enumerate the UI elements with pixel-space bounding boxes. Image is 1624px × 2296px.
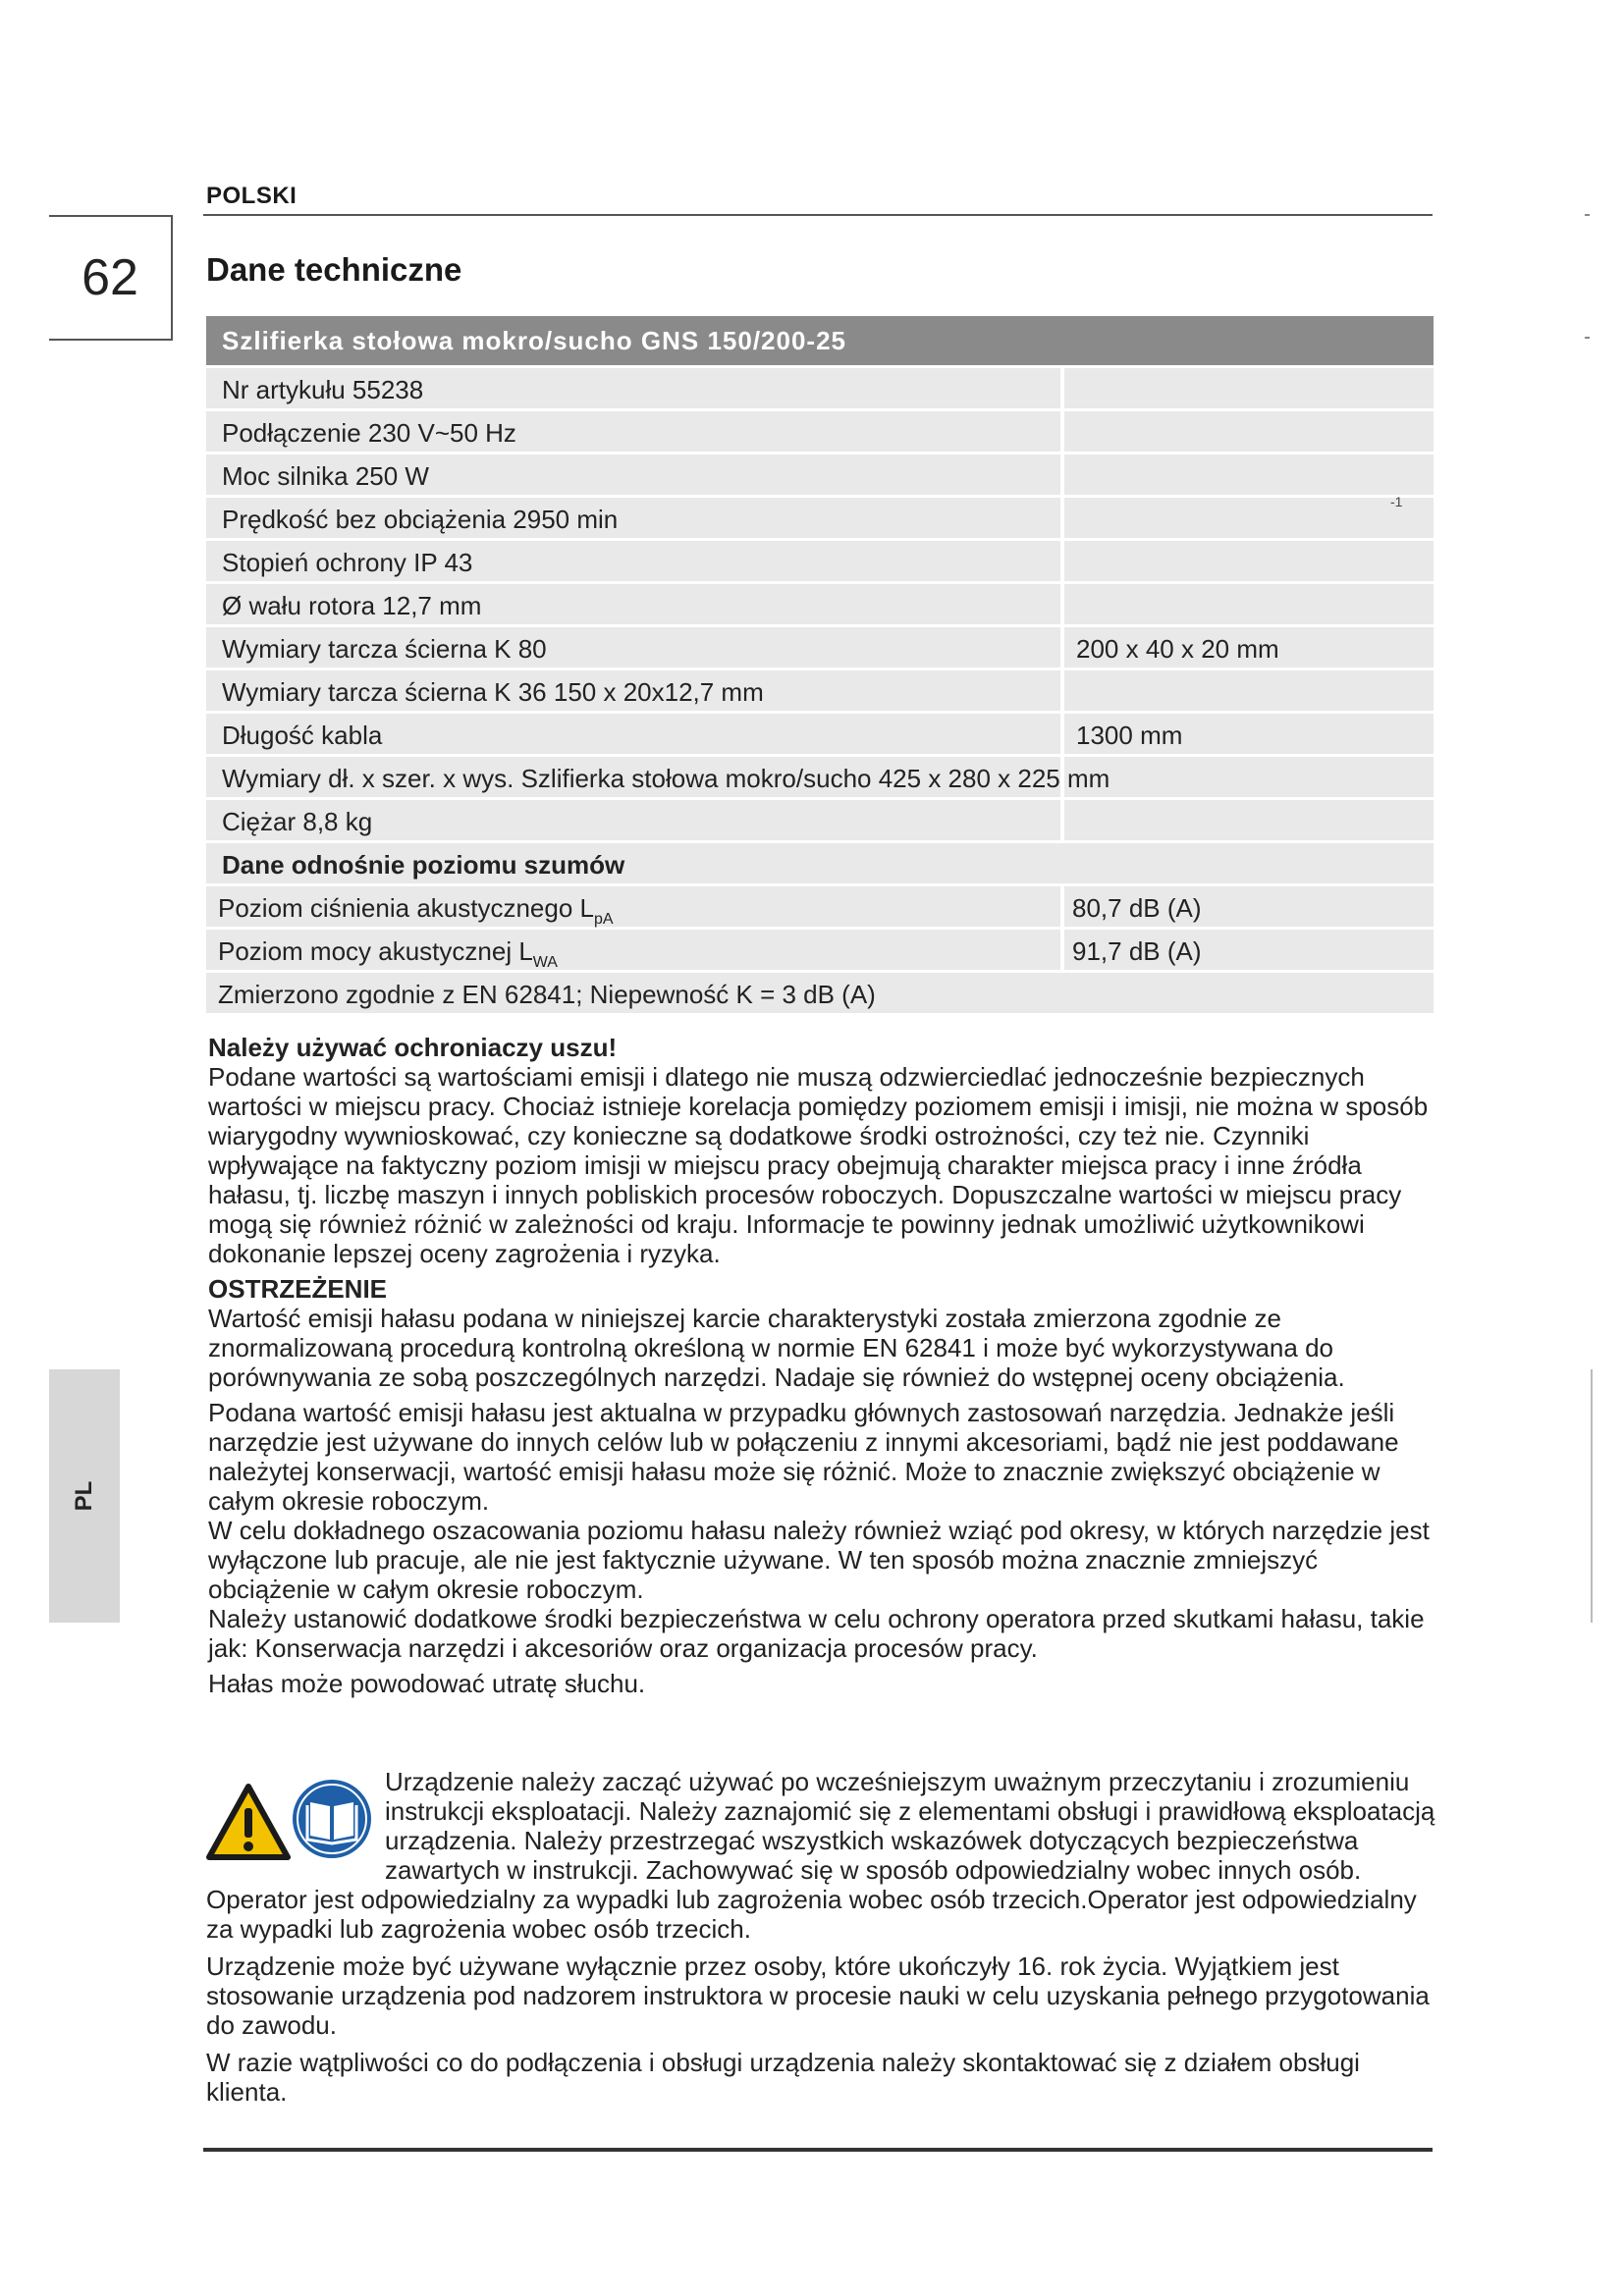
safety-paragraph: Urządzenie może być używane wyłącznie przez osoby, które ukończyły 16. rok życia. Wyjątkiem jest stosowanie urządzenia pod nadzorem instruktora w procesie nauki w celu uzyskania pełnego przygotowania do zawodu.	[206, 1951, 1430, 2040]
warning-triangle-icon	[209, 1787, 288, 1857]
measure-note: Zmierzono zgodnie z EN 62841; Niepewność K = 3 dB (A)	[218, 980, 876, 1009]
spec-label: Długość kabla	[222, 721, 383, 750]
warning-paragraph: Wartość emisji hałasu podana w niniejszej karcie charakterystyki została zmierzona zgodnie ze znormalizowaną procedurą kontrolną określoną w normie EN 62841 i może być wykorzystywana do porównywania ze sobą poszczególnych narzędzi. Nadaje się również do wstępnej oceny obciążenia.	[208, 1304, 1345, 1392]
table-row	[206, 670, 1434, 711]
spec-value: 1300 mm	[1076, 721, 1183, 750]
spec-label: Prędkość bez obciążenia 2950 min	[222, 505, 619, 534]
noise-heading: Dane odnośnie poziomu szumów	[222, 850, 625, 880]
noise-label: Poziom mocy akustycznej $L_{WA}$	[218, 936, 558, 971]
spec-label: Wymiary dł. x szer. x wys. Szlifierka stołowa mokro/sucho 425 x 280 x 225 mm	[222, 764, 1110, 793]
safety-paragraph: Urządzenie należy zacząć używać po wcześniejszym uważnym przeczytaniu i zrozumieniu instrukcji eksploatacji. Należy zaznajomić się z elementami obsługi i prawidłową eksploatacją urządzenia. Należy przestrzegać wszystkich wskazówek dotyczących bezpieczeństwa zawartych w instrukcji. Zachowywać się w sposób odpowiedzialny wobec innych osób. Operator jest odpowiedzialny za wypadki lub zagrożenia wobec osób trzecich.Operator jest odpowiedzialny za wypadki lub zagrożenia wobec osób trzecich.	[206, 1767, 1435, 1944]
language-side-tab-label: PL	[71, 1480, 97, 1512]
warning-heading: OSTRZEŻENIE	[208, 1274, 388, 1304]
crop-mark	[1585, 337, 1590, 339]
spec-label: Podłączenie 230 V~50 Hz	[222, 418, 516, 448]
header-divider	[203, 214, 1433, 216]
spec-table	[206, 316, 1434, 1013]
noise-label: Poziom ciśnienia akustycznego $L_{pA}$	[218, 893, 614, 928]
safety-notice	[206, 1767, 1435, 2107]
table-row	[206, 886, 1434, 927]
margin-mark	[1591, 1369, 1593, 1623]
noise-value: 91,7 dB (A)	[1072, 936, 1202, 966]
read-manual-icon	[293, 1780, 371, 1858]
footer-divider	[203, 2148, 1433, 2152]
spec-label: Ciężar 8,8 kg	[222, 807, 373, 836]
warning-paragraph: Należy ustanowić dodatkowe środki bezpieczeństwa w celu ochrony operatora przed skutkami hałasu, takie jak: Konserwacja narzędzi i akcesoriów oraz organizacja procesów pracy.	[208, 1604, 1425, 1663]
warning-paragraph: Podana wartość emisji hałasu jest aktualna w przypadku głównych zastosowań narzędzia. Jednakże jeśli narzędzie jest używane do innych celów lub w połączeniu z innymi akcesoriami, bądź nie jest poddawane należytej konserwacji, wartość emisji hałasu może się różnić. Może to znacznie zwiększyć obciążenie w całym okresie roboczym.	[208, 1398, 1399, 1516]
spec-superscript: -1	[1390, 494, 1403, 509]
table-row	[206, 800, 1434, 840]
noise-subscript: pA	[593, 911, 614, 928]
noise-subscript: WA	[532, 954, 558, 971]
page-number-box	[49, 215, 173, 341]
noise-heading-row	[206, 843, 1434, 883]
page-number: 62	[81, 249, 138, 306]
table-row	[206, 757, 1434, 797]
ear-protection-heading: Należy używać ochroniaczy uszu!	[208, 1033, 618, 1062]
table-row	[206, 454, 1434, 495]
table-row	[206, 541, 1434, 581]
table-row	[206, 584, 1434, 624]
table-row	[206, 714, 1434, 754]
crop-mark	[1585, 214, 1590, 216]
spec-label: Nr artykułu 55238	[222, 375, 424, 404]
safety-paragraph: W razie wątpliwości co do podłączenia i obsługi urządzenia należy skontaktować się z działem obsługi klienta.	[206, 2048, 1360, 2107]
section-title: Dane techniczne	[206, 251, 462, 288]
language-header: POLSKI	[206, 183, 298, 209]
spec-label: Moc silnika 250 W	[222, 461, 429, 491]
noise-info-block	[208, 1033, 1435, 1698]
table-row	[206, 627, 1434, 667]
safety-icons	[206, 1775, 373, 1865]
spec-label: Wymiary tarcza ścierna K 36 150 x 20x12,7 mm	[222, 677, 764, 707]
spec-value: 200 x 40 x 20 mm	[1076, 634, 1279, 664]
table-row	[206, 368, 1434, 408]
spec-table-title: Szlifierka stołowa mokro/sucho GNS 150/200-25	[206, 316, 1434, 365]
ear-protection-text: Podane wartości są wartościami emisji i dlatego nie muszą odzwierciedlać jednocześnie bezpiecznych wartości w miejscu pracy. Chociaż istnieje korelacja pomiędzy poziomem emisji i imisji, nie można w sposób wiarygodny wywnioskować, czy konieczne są dodatkowe środki ostrożności, czy też nie. Czynniki wpływające na faktyczny poziom imisji w miejscu pracy obejmują charakter miejsca pracy i inne źródła hałasu, tj. liczbę maszyn i innych pobliskich procesów roboczych. Dopuszczalne wartości w miejscu pracy mogą się również różnić w zależności od kraju. Informacje te powinny jednak umożliwić użytkownikowi dokonanie lepszej oceny zagrożenia i ryzyka.	[208, 1062, 1429, 1268]
noise-value: 80,7 dB (A)	[1072, 893, 1202, 923]
warning-paragraph: Hałas może powodować utratę słuchu.	[208, 1669, 646, 1698]
warning-paragraph: W celu dokładnego oszacowania poziomu hałasu należy również wziąć pod okresy, w których narzędzie jest wyłączone lub pracuje, ale nie jest faktycznie używane. W ten sposób można znacznie zmniejszyć obciążenie w całym okresie roboczym.	[208, 1516, 1430, 1604]
table-row	[206, 411, 1434, 452]
language-side-tab	[49, 1369, 120, 1623]
table-row	[206, 930, 1434, 970]
spec-label: Wymiary tarcza ścierna K 80	[222, 634, 547, 664]
spec-label: Stopień ochrony IP 43	[222, 548, 473, 577]
table-row	[206, 494, 1434, 538]
spec-label: Ø wału rotora 12,7 mm	[222, 591, 482, 620]
measure-note-row	[206, 973, 1434, 1013]
